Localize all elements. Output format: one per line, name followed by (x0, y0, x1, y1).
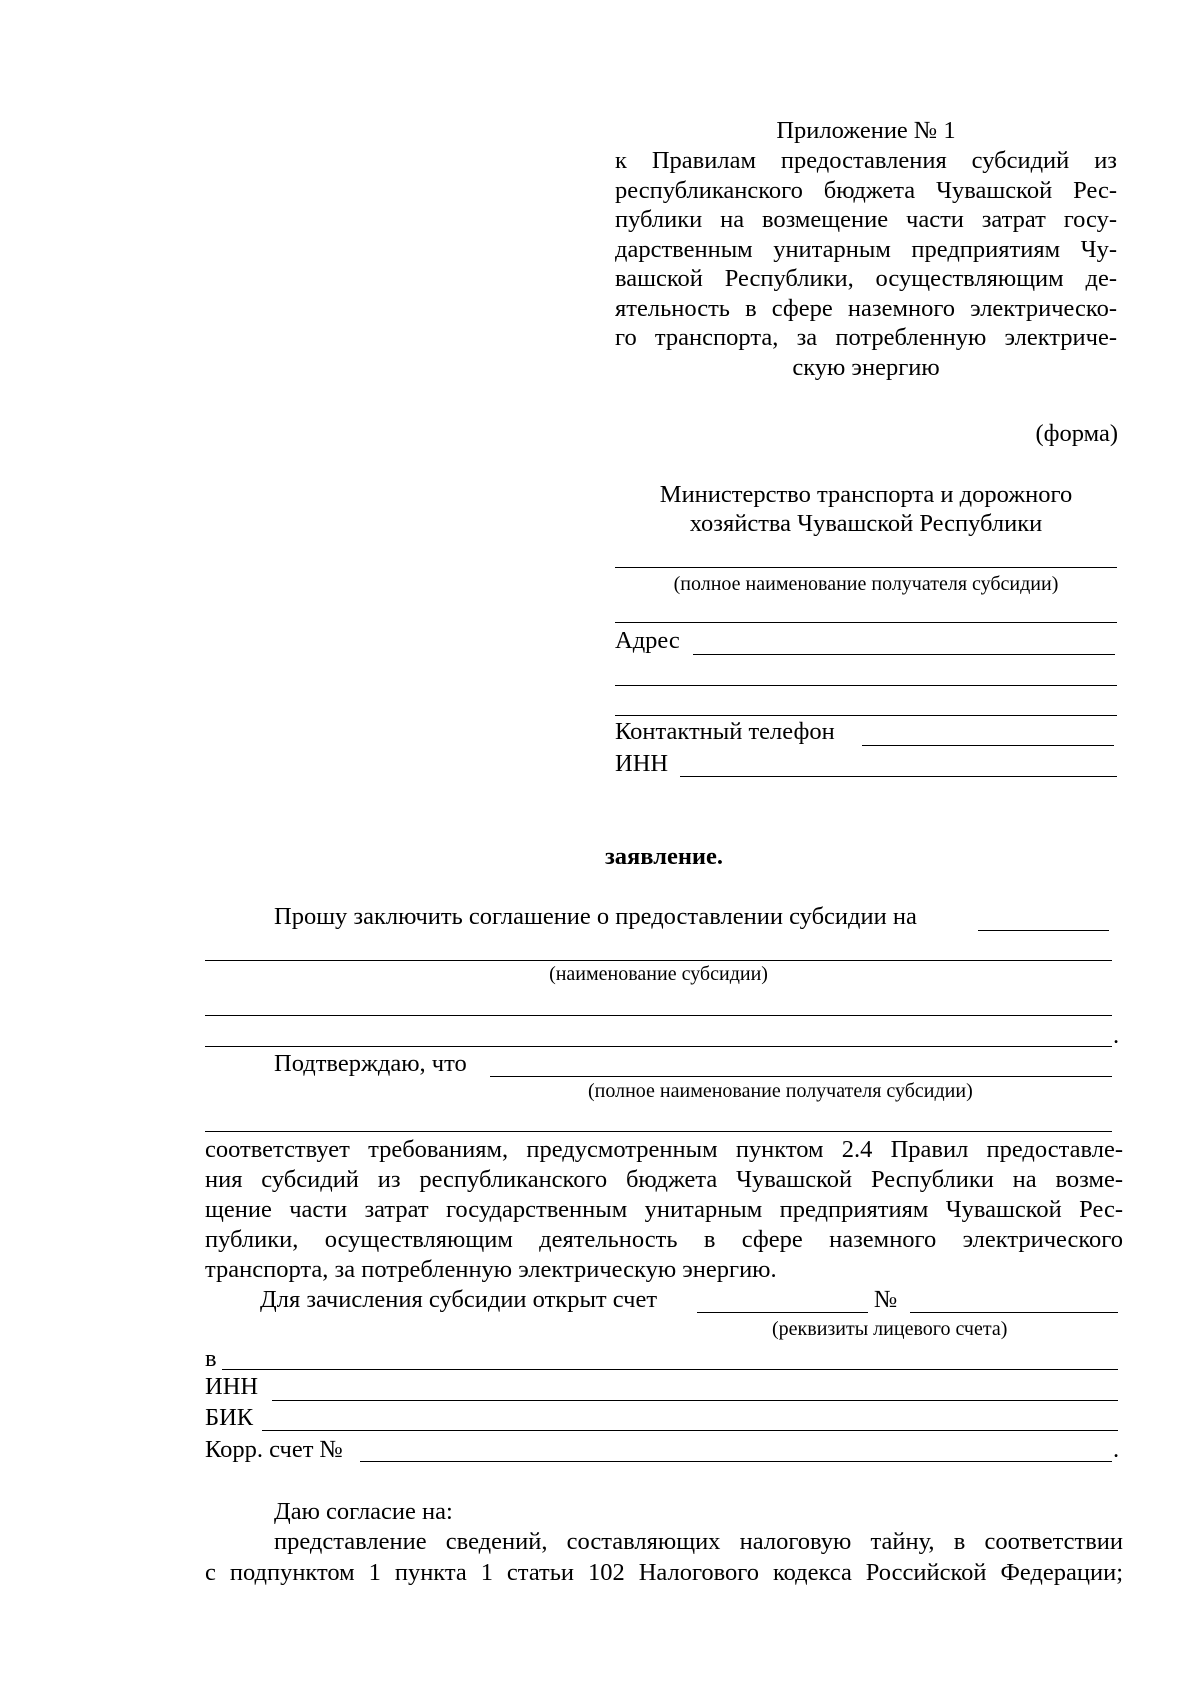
bank-in-label: в (205, 1345, 217, 1372)
appendix-line: к Правилам предоставления субсидий из (615, 147, 1117, 174)
appendix-line: республиканского бюджета Чувашской Рес- (615, 176, 1117, 204)
confirm-field-line[interactable] (490, 1076, 1112, 1077)
appendix-line: вашской Республики, осуществляющим де- (615, 265, 1117, 292)
inn-field-line-bank[interactable] (272, 1400, 1118, 1401)
appendix-line: ятельность в сфере наземного электрическо- (615, 294, 1117, 322)
account-text: Для зачисления субсидии открыт счет (260, 1286, 658, 1313)
subsidy-name-line[interactable] (205, 960, 1112, 961)
recipient-name-line (615, 567, 1117, 568)
recipient-name-line-2 (615, 622, 1117, 623)
consent-title: Даю согласие на: (274, 1498, 453, 1525)
appendix-line: го транспорта, за потребленную электриче- (615, 324, 1117, 351)
address-field-line-2[interactable] (615, 685, 1117, 686)
inn-label-bank: ИНН (205, 1373, 259, 1400)
account-caption: (реквизиты лицевого счета) (772, 1318, 1008, 1340)
compliance-line: соответствует требованиям, предусмотренным пунктом 2.4 Правил предоставле- (205, 1136, 1123, 1163)
request-field-line[interactable] (978, 930, 1109, 931)
corr-account-label: Корр. счет № (205, 1436, 343, 1463)
appendix-line: публики на возмещение части затрат госу- (615, 206, 1117, 233)
consent-line: представление сведений, составляющих налоговую тайну, в соответствии (274, 1528, 1123, 1555)
corr-period: . (1113, 1436, 1120, 1463)
inn-label-header: ИНН (615, 750, 669, 777)
request-text: Прошу заключить соглашение о предоставлении субсидии на (274, 903, 917, 930)
subsidy-caption: (наименование субсидии) (549, 963, 768, 985)
confirm-text: Подтверждаю, что (274, 1050, 467, 1077)
bik-field-line[interactable] (262, 1430, 1118, 1431)
appendix-line: скую энергию (792, 353, 940, 381)
consent-paragraph (205, 1526, 1123, 1588)
compliance-paragraph (205, 1135, 1123, 1285)
compliance-line: публики, осуществляющим деятельность в сфере наземного электрического (205, 1226, 1123, 1253)
subsidy-period: . (1113, 1022, 1120, 1049)
address-field-line[interactable] (693, 654, 1115, 655)
bik-label: БИК (205, 1404, 254, 1431)
account-number-field-line[interactable] (910, 1312, 1118, 1313)
subsidy-name-line-3[interactable] (205, 1046, 1112, 1047)
ministry-name-line2: хозяйства Чувашской Республики (689, 510, 1043, 537)
phone-label: Контактный телефон (615, 718, 835, 745)
statement-title: заявление. (604, 843, 724, 870)
compliance-line: транспорта, за потребленную электрическую энергию. (205, 1256, 777, 1283)
compliance-line: щение части затрат государственным унитарным предприятиям Чувашской Рес- (205, 1196, 1123, 1223)
address-label: Адрес (615, 627, 680, 654)
form-label: (форма) (1035, 420, 1118, 447)
appendix-line: дарственным унитарным предприятиям Чу- (615, 235, 1117, 263)
inn-field-line-header[interactable] (680, 776, 1117, 777)
corr-account-field-line[interactable] (360, 1461, 1112, 1462)
confirm-caption: (полное наименование получателя субсидии) (588, 1080, 973, 1102)
account-field-line[interactable] (697, 1312, 868, 1313)
appendix-title: Приложение № 1 (776, 117, 956, 144)
confirm-field-line-2[interactable] (205, 1131, 1112, 1132)
number-sign: № (874, 1286, 898, 1313)
recipient-caption: (полное наименование получателя субсидии) (673, 573, 1059, 595)
phone-field-line[interactable] (862, 745, 1114, 746)
ministry-name-line1: Министерство транспорта и дорожного (659, 481, 1073, 508)
bank-name-field-line[interactable] (222, 1369, 1118, 1370)
compliance-line: ния субсидий из республиканского бюджета Чувашской Республики на возме- (205, 1166, 1123, 1193)
address-field-line-3[interactable] (615, 715, 1117, 716)
consent-line: с подпунктом 1 пункта 1 статьи 102 Налогового кодекса Российской Федерации; (205, 1559, 1123, 1586)
appendix-text (615, 146, 1117, 382)
subsidy-name-line-2[interactable] (205, 1015, 1112, 1016)
